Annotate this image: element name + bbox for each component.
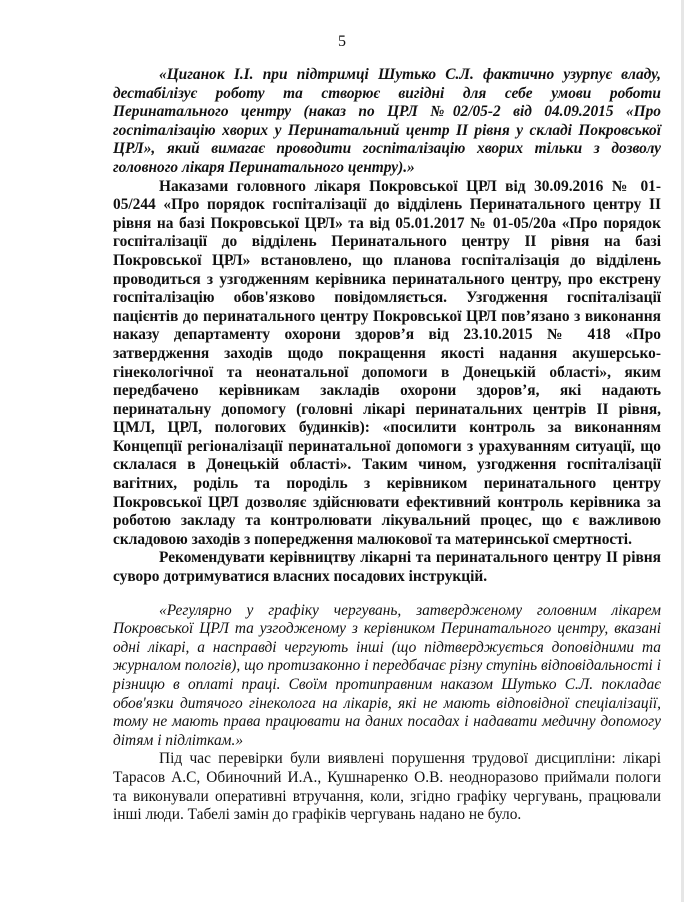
page-number: 5 [338, 33, 346, 50]
quoted-complaint-2: «Регулярно у графіку чергувань, затвердженому головним лікарем Покровської ЦРЛ та узгодженому з керівником Перинатального центру, вказані одні лікарі, а насправді чергують інші (що підтверджується доповідними та журналом пологів), що протизаконно і передбачає різну ступінь відповідальності і різницю в оплаті праці. Своїм протиправним наказом Шутько С.Л. покладає обов'язки дитячого гінеколога на лікарів, які не мають відповідної спеціалізації, тому не мають права працювати на даних посадах і надавати медичну допомогу дітям і підліткам.» [113, 601, 661, 749]
paragraph-hospitalization-orders: Наказами головного лікаря Покровської ЦРЛ від 30.09.2016 № 01-05/244 «Про порядок госпіталізації до відділень Перинатального центру ІІ рівня на базі Покровської ЦРЛ» та від 05.01.2017 № 01-05/20а «Про порядок госпіталізації до відділень Перинатального центру ІІ рівня на базі Покровської ЦРЛ» встановлено, що планова госпіталізація до відділень проводиться з узгодженням керівника перинатального центру, про екстрену госпіталізацію обов'язково повідомляється. Узгодження госпіталізації пацієнтів до перинатального центру Покровської ЦРЛ пов’язано з виконання наказу департаменту охорони здоров’я від 23.10.2015 № 418 «Про затвердження заходів щодо покращення якості надання акушерсько-гінекологічної та неонатальної допомоги в Донецькій області», яким передбачено керівникам закладів охорони здоров’я, які надають перинатальну допомогу (головні лікарі перинатальних центрів ІІ рівня, ЦМЛ, ЦРЛ, пологових будинків): «посилити контроль за виконанням Концепції регіоналізації перинатальної допомоги з урахуванням ситуації, що склалася в Донецькій області». Таким чином, узгодження госпіталізації вагітних, роділь та породіль з керівником перинатального центру Покровської ЦРЛ дозволяє здійснювати ефективний контроль керівника за роботою закладу та контролювати лікувальний процес, що є важливою складовою заходів з попередження малюкової та материнської смертності. [113, 177, 661, 548]
quoted-complaint-1: «Циганок І.І. при підтримці Шутько С.Л. фактично узурпує владу, дестабілізує роботу та створює вигідні для себе умови роботи Перинатального центру (наказ по ЦРЛ №02/05-2 від 04.09.2015 «Про госпіталізацію хворих у Перинатальний центр ІІ рівня у складі Покровської ЦРЛ», який вимагає проводити госпіталізацію хворих тільки з дозволу головного лікаря Перинатального центру).» [113, 66, 661, 176]
page-body [113, 0, 661, 845]
paragraph-recommendation: Рекомендувати керівництву лікарні та перинатального центру ІІ рівня суворо дотримуватися власних посадових інструкцій. [113, 549, 661, 586]
paragraph-inspection-findings: Під час перевірки були виявлені порушення трудової дисципліни: лікарі Тарасов А.С, Обиночний И.А., Кушнаренко О.В. неодноразово приймали пологи та виконували оперативні втручання, коли, згідно графіку чергувань, працювали інші люди. Табелі замін до графіків чергувань надано не було. [113, 750, 661, 824]
